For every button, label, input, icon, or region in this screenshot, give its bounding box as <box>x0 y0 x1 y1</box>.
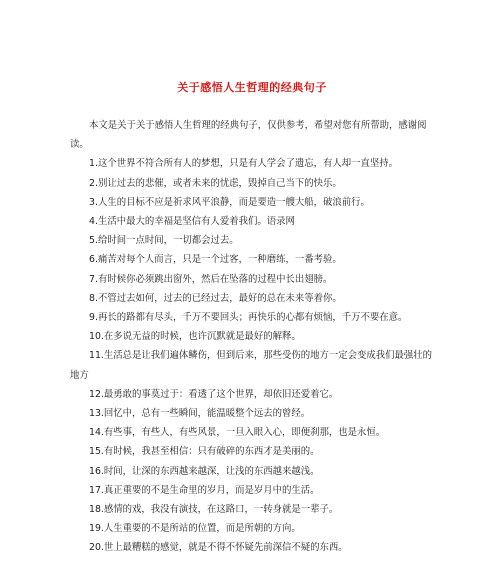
quote-item: 20.世上最糟糕的感觉，就是不得不怀疑先前深信不疑的东西。 <box>89 542 348 554</box>
intro-paragraph: 本文是关于关于感悟人生哲理的经典句子，仅供参考，希望对您有所帮助，感谢阅读。 <box>70 120 427 151</box>
quote-item: 19.人生重要的不是所站的位置，而是所朝的方向。 <box>89 523 301 535</box>
quote-item: 8.不管过去如何，过去的已经过去，最好的总在未来等着你。 <box>89 292 342 304</box>
quote-item: 14.有些事，有些人，有些风景，一旦入眼入心，即便刹那，也是永恒。 <box>89 427 386 439</box>
quote-item: 1.这个世界不符合所有人的梦想，只是有人学会了遗忘，有人却一直坚持。 <box>89 158 398 170</box>
quote-item: 15.有时候，我甚至相信：只有破碎的东西才是美丽的。 <box>89 446 320 458</box>
quote-item: 3.人生的目标不应是祈求风平浪静，而是要造一艘大船，破浪前行。 <box>89 196 370 208</box>
quote-item: 5.给时间一点时间，一切都会过去。 <box>89 235 239 247</box>
quote-item: 18.感情的戏，我没有演技，在这路口，一转身就是一辈子。 <box>89 504 339 516</box>
quote-item: 10.在多说无益的时候，也许沉默就是最好的解释。 <box>89 331 301 343</box>
quote-item: 7.有时候你必须跳出窗外，然后在坠落的过程中长出翅膀。 <box>89 273 333 285</box>
quote-item: 6.痛苦对每个人而言，只是一个过客，一种磨练，一番考验。 <box>89 254 342 266</box>
quote-item: 16.时间，让深的东西越来越深，让浅的东西越来越浅。 <box>89 465 320 477</box>
quote-item: 9.再长的路都有尽头，千万不要回头；再快乐的心都有烦恼，千万不要在意。 <box>89 312 408 324</box>
quote-item: 13.回忆中，总有一些瞬间，能温暖整个远去的曾经。 <box>89 408 311 420</box>
quote-list <box>70 154 434 557</box>
quote-item: 12.最勇敢的事莫过于：看透了这个世界，却依旧还爱着它。 <box>89 388 339 400</box>
quote-item: 11.生活总是让我们遍体鳞伤，但到后来，那些受伤的地方一定会变成我们最强壮的地方 <box>70 350 433 381</box>
quote-item: 17.真正重要的不是生命里的岁月，而是岁月中的生活。 <box>89 484 320 496</box>
quote-item: 2.别让过去的悲催，或者未来的忧虑，毁掉自己当下的快乐。 <box>89 177 342 189</box>
quote-item: 4.生活中最大的幸福是坚信有人爱着我们。语录网 <box>89 216 295 228</box>
document-title: 关于感悟人生哲理的经典句子 <box>177 81 327 94</box>
